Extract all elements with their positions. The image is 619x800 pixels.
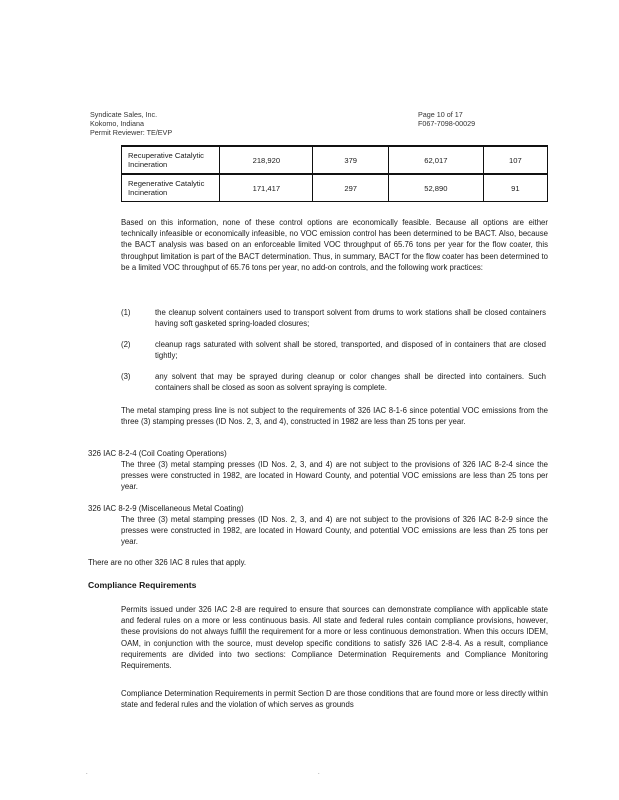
list-item-number: (1) — [121, 308, 131, 317]
compliance-requirements-title: Compliance Requirements — [88, 580, 197, 590]
list-item-text: cleanup rags saturated with solvent shall be stored, transported, and disposed of in containers that are closed tightly; — [155, 340, 546, 361]
header-reviewer: Permit Reviewer: TE/EVP — [90, 128, 173, 137]
table-cell: 171,417 — [220, 174, 313, 202]
table-row — [122, 174, 548, 202]
header-location: Kokomo, Indiana — [90, 119, 144, 128]
table-cell: 297 — [313, 174, 388, 202]
list-item-number: (2) — [121, 340, 131, 349]
rule-829-heading: 326 IAC 8-2-9 (Miscellaneous Metal Coating) — [88, 504, 244, 513]
scan-speck: . — [318, 770, 320, 776]
list-item-text: any solvent that may be sprayed during cleanup or color changes shall be directed into containers. Such containers shall be closed as soon as solvent spraying is complete. — [155, 372, 546, 393]
scan-speck: . — [86, 770, 88, 776]
table-cell-name: Recuperative Catalytic Incineration — [122, 146, 220, 174]
no-other-rules-note: There are no other 326 IAC 8 rules that apply. — [88, 558, 247, 567]
rule-824-heading: 326 IAC 8-2-4 (Coil Coating Operations) — [88, 449, 227, 458]
table-cell: 379 — [313, 146, 388, 174]
bact-paragraph: Based on this information, none of these control options are economically feasible. Because all options are either technically infeasible or economically infeasible, no VOC emission control has been determined to be BACT. Also, because the BACT analysis was based on an enforceable limited VOC throughput of 65.76 tons per year for the flow coater, this throughput limitation is part of the BACT determination. Thus, in summary, BACT for the flow coater has been determined to be a limited VOC throughput of 65.76 tons per year, no add-on controls, and the following work practices: — [121, 218, 548, 272]
table-cell: 107 — [483, 146, 547, 174]
table-cell: 91 — [483, 174, 547, 202]
rule-829-body: The three (3) metal stamping presses (ID Nos. 2, 3, and 4) are not subject to the provisions of 326 IAC 8-2-9 since the presses were constructed in 1982, are located in Howard County, and potential VOC emissions are less than 25 tons per year. — [121, 515, 548, 547]
table-cell: 218,920 — [220, 146, 313, 174]
table-row — [122, 146, 548, 174]
list-item-text: the cleanup solvent containers used to transport solvent from drums to work stations shall be closed containers having soft gasketed spring-loaded closures; — [155, 308, 546, 329]
header-left — [90, 110, 172, 137]
table-cell: 52,890 — [388, 174, 483, 202]
list-item-number: (3) — [121, 372, 131, 381]
header-company: Syndicate Sales, Inc. — [90, 110, 158, 119]
permit-number: F067-7098-00029 — [418, 119, 476, 128]
stamping-paragraph: The metal stamping press line is not subject to the requirements of 326 IAC 8-1-6 since potential VOC emissions from the three (3) stamping presses (ID Nos. 2, 3, and 4), constructed in 1982 are less than 25 tons per year. — [121, 406, 548, 427]
compliance-paragraph-1: Permits issued under 326 IAC 2-8 are required to ensure that sources can demonstrate compliance with applicable state and federal rules on a more or less continuous basis. All state and federal rules contain compliance provisions, however, these provisions do not always fulfill the requirement for a more or less continuous demonstration. When this occurs IDEM, OAM, in conjunction with the source, must develop specific conditions to satisfy 326 IAC 2-8-4. As a result, compliance requirements are divided into two sections: Compliance Determination Requirements and Compliance Monitoring Requirements. — [121, 605, 548, 671]
table-cell-name: Regenerative Catalytic Incineration — [122, 174, 220, 202]
cost-table — [121, 145, 548, 202]
header-right — [418, 110, 475, 128]
compliance-paragraph-2: Compliance Determination Requirements in permit Section D are those conditions that are found more or less directly within state and federal rules and the violation of which serves as grounds — [121, 689, 548, 710]
page-number: Page 10 of 17 — [418, 110, 463, 119]
rule-824-body: The three (3) metal stamping presses (ID Nos. 2, 3, and 4) are not subject to the provisions of 326 IAC 8-2-4 since the presses were constructed in 1982, are located in Howard County, and potential VOC emissions are less than 25 tons per year. — [121, 460, 548, 492]
table-cell: 62,017 — [388, 146, 483, 174]
